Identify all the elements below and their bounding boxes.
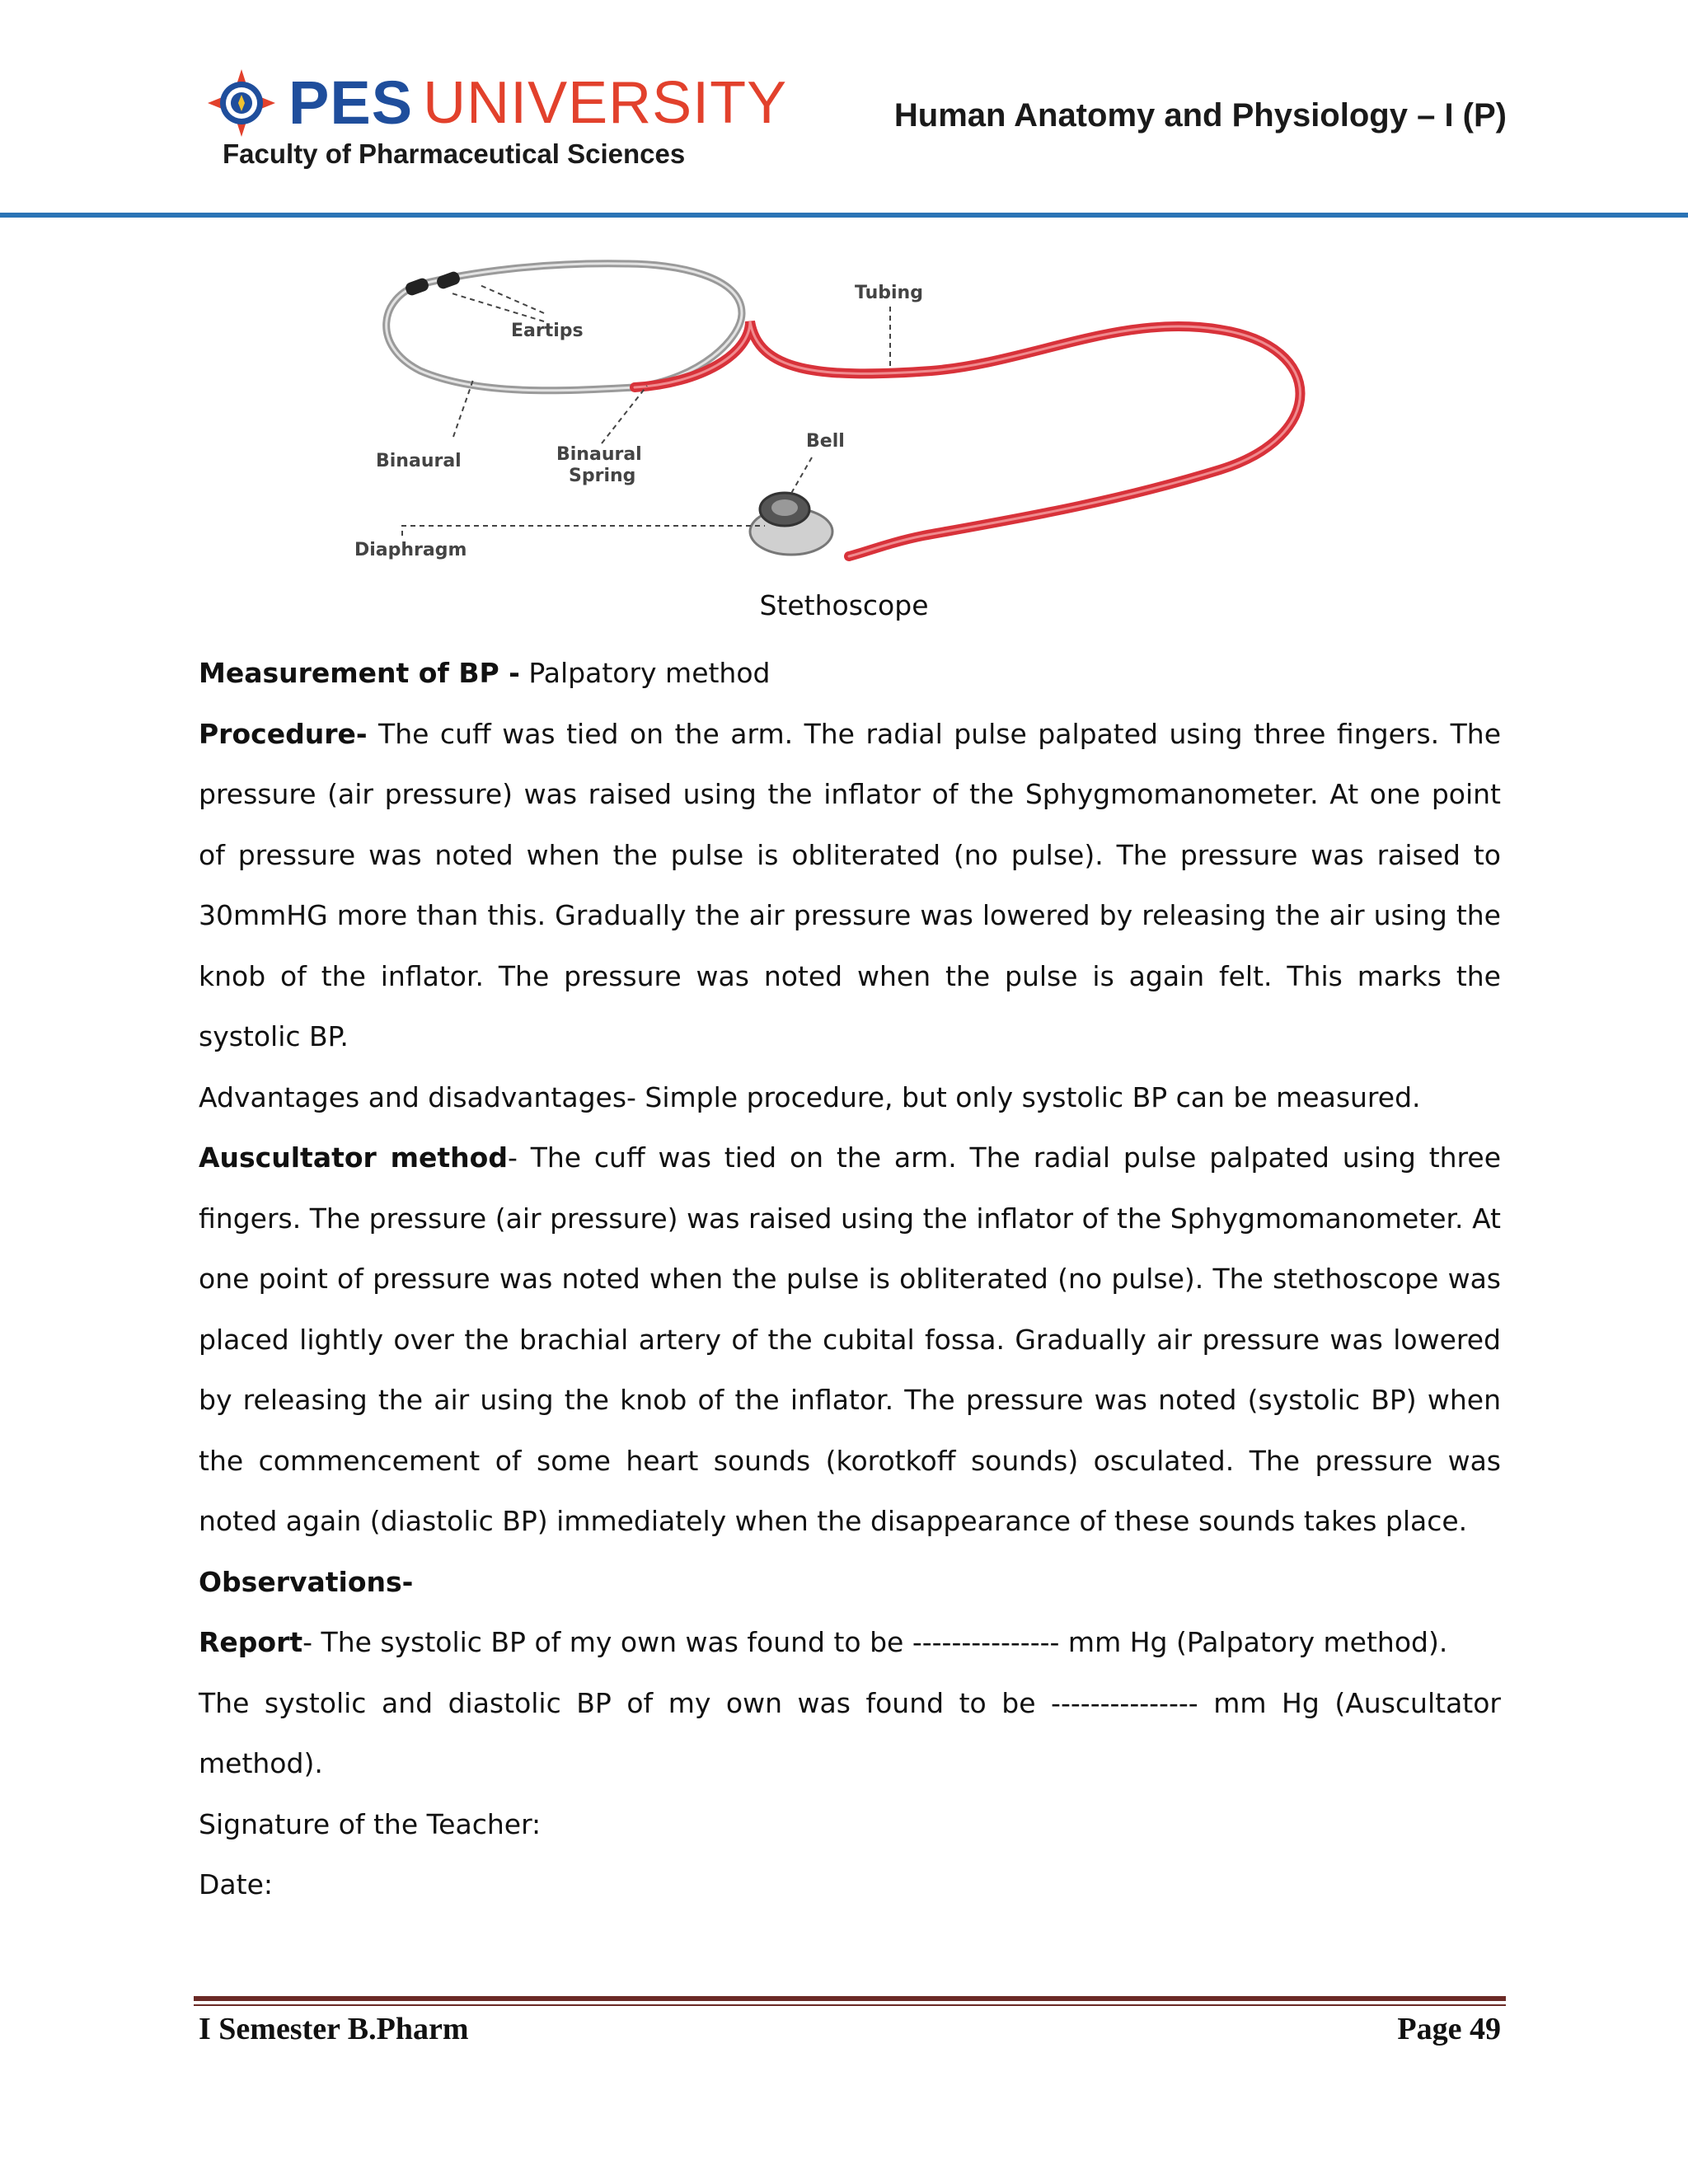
measurement-heading: Measurement of BP - bbox=[199, 657, 520, 689]
logo-pes-text: PES bbox=[288, 68, 414, 137]
figure-caption: Stethoscope bbox=[759, 589, 929, 621]
report-line-2: The systolic and diastolic BP of my own was found to be --------------- mm Hg (Auscultator method). bbox=[199, 1686, 1501, 1779]
footer-divider bbox=[194, 1996, 1506, 2001]
auscultator-heading: Auscultator method bbox=[199, 1141, 508, 1174]
footer-divider-thin bbox=[194, 2004, 1506, 2006]
diaphragm-label: Diaphragm bbox=[354, 540, 467, 560]
procedure-heading: Procedure- bbox=[199, 717, 368, 750]
binaural-spring-leader bbox=[602, 386, 647, 443]
advantages-paragraph: Advantages and disadvantages- Simple procedure, but only systolic BP can be measured. bbox=[199, 1080, 1421, 1113]
footer-semester: I Semester B.Pharm bbox=[199, 2012, 469, 2046]
binaural-spring-label-line2: Spring bbox=[569, 466, 636, 486]
course-title: Human Anatomy and Physiology – I (P) bbox=[893, 97, 1507, 134]
document-body bbox=[199, 643, 1501, 1915]
eartips-label: Eartips bbox=[511, 321, 584, 341]
signature-line: Signature of the Teacher: bbox=[199, 1807, 542, 1840]
measurement-line bbox=[199, 643, 1501, 704]
page-header bbox=[0, 0, 1688, 223]
report-text: - The systolic BP of my own was found to be --------------- mm Hg (Palpatory method). bbox=[302, 1626, 1448, 1658]
date-line: Date: bbox=[199, 1868, 273, 1900]
header-divider bbox=[0, 213, 1688, 218]
eartips-leader bbox=[478, 284, 544, 313]
university-logo bbox=[206, 66, 787, 140]
binaural-label: Binaural bbox=[376, 451, 462, 471]
procedure-paragraph bbox=[199, 704, 1501, 1067]
tubing bbox=[635, 321, 1301, 556]
report-heading: Report bbox=[199, 1626, 303, 1658]
university-emblem-icon bbox=[206, 68, 277, 138]
report-line bbox=[199, 1612, 1501, 1673]
measurement-text: Palpatory method bbox=[519, 657, 771, 689]
bell-inner-icon bbox=[771, 499, 798, 516]
logo-university-text: UNIVERSITY bbox=[423, 70, 788, 136]
tubing-label: Tubing bbox=[855, 283, 923, 303]
bell-leader bbox=[790, 457, 812, 496]
faculty-name: Faculty of Pharmaceutical Sciences bbox=[223, 138, 686, 169]
auscultator-text: - The cuff was tied on the arm. The radial pulse palpated using three fingers. The pressure (air pressure) was raised using the inflator of the Sphygmomanometer. At one point of pressure was noted when the pulse is obliterated (no pulse). The stethoscope was placed lightly over the brachial artery of the cubital fossa. Gradually air pressure was lowered by releasing the air using the knob of the inflator. The pressure was noted (systolic BP) when the commencement of some heart sounds (korotkoff sounds) osculated. The pressure was noted again (diastolic BP) immediately when the disappearance of these sounds takes place. bbox=[199, 1141, 1501, 1537]
bell-label: Bell bbox=[806, 431, 845, 452]
binaural-spring-label-line1: Binaural bbox=[556, 444, 642, 465]
stethoscope-diagram bbox=[354, 247, 1360, 577]
observations-heading: Observations- bbox=[199, 1565, 414, 1598]
procedure-text: The cuff was tied on the arm. The radial pulse palpated using three fingers. The pressure (air pressure) was raised using the inflator of the Sphygmomanometer. At one point of pressure was noted when the pulse is obliterated (no pulse). The pressure was raised to 30mmHG more than this. Gradually the air pressure was lowered by releasing the air using the knob of the inflator. The pressure was noted when the pulse is again felt. This marks the systolic BP. bbox=[199, 717, 1501, 1052]
footer-page-number: Page 49 bbox=[1397, 2012, 1501, 2046]
eartips-leader bbox=[449, 293, 544, 321]
diaphragm-leader bbox=[402, 526, 765, 536]
auscultator-paragraph bbox=[199, 1127, 1501, 1552]
